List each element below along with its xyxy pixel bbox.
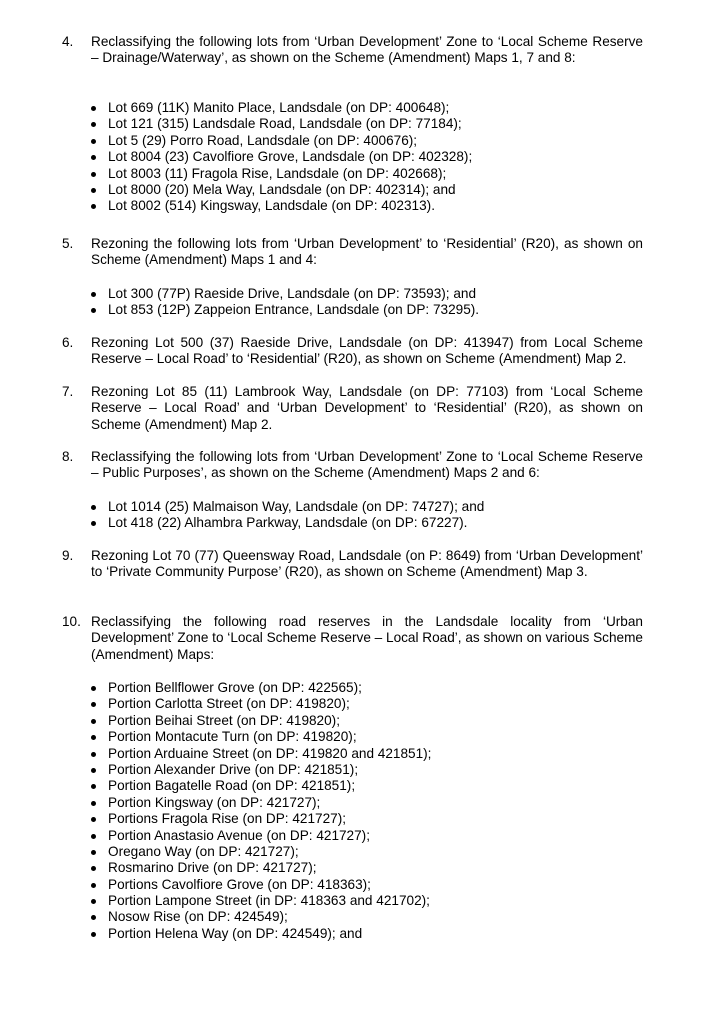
- bullet-item: Portion Beihai Street (on DP: 419820);: [91, 713, 651, 729]
- bullet-icon: [91, 883, 96, 888]
- bullet-icon: [91, 155, 96, 160]
- bullet-icon: [91, 899, 96, 904]
- bullet-item: Lot 853 (12P) Zappeion Entrance, Landsdale (on DP: 73295).: [91, 302, 651, 318]
- item-text: Rezoning Lot 70 (77) Queensway Road, Landsdale (on P: 8649) from ‘Urban Development’ to ‘Private Community Purpose’ (R20), as shown on Scheme (Amendment) Map 3.: [91, 548, 643, 580]
- bullet-icon: [91, 106, 96, 111]
- bullet-icon: [91, 932, 96, 937]
- item-number: 5.: [62, 236, 74, 251]
- bullet-item: Portion Arduaine Street (on DP: 419820 and 421851);: [91, 746, 651, 762]
- bullet-item: Rosmarino Drive (on DP: 421727);: [91, 860, 651, 876]
- bullet-item: Portion Kingsway (on DP: 421727);: [91, 795, 651, 811]
- bullet-item: Portion Alexander Drive (on DP: 421851);: [91, 762, 651, 778]
- bullet-icon: [91, 122, 96, 127]
- bullet-icon: [91, 834, 96, 839]
- bullet-list-4: [91, 100, 651, 215]
- item-text: Reclassifying the following road reserves in the Landsdale locality from ‘Urban Development’ Zone to ‘Local Scheme Reserve – Local Road’, as shown on various Scheme (Amendment) Maps:: [91, 614, 643, 662]
- bullet-item: Lot 300 (77P) Raeside Drive, Landsdale (on DP: 73593); and: [91, 286, 651, 302]
- bullet-list-8: [91, 499, 651, 532]
- bullet-item: Oregano Way (on DP: 421727);: [91, 844, 651, 860]
- bullet-item: Portion Anastasio Avenue (on DP: 421727);: [91, 828, 651, 844]
- bullet-icon: [91, 915, 96, 920]
- bullet-icon: [91, 172, 96, 177]
- bullet-icon: [91, 308, 96, 313]
- bullet-item: Nosow Rise (on DP: 424549);: [91, 909, 651, 925]
- bullet-icon: [91, 719, 96, 724]
- item-text: Rezoning Lot 85 (11) Lambrook Way, Landsdale (on DP: 77103) from ‘Local Scheme Reserve – Local Road’ and ‘Urban Development’ to ‘Residential’ (R20), as shown on Scheme (Amendment) Map 2.: [91, 384, 643, 432]
- bullet-icon: [91, 801, 96, 806]
- list-item-7: [62, 384, 643, 433]
- list-item-5: [62, 236, 643, 269]
- bullet-item: Lot 1014 (25) Malmaison Way, Landsdale (on DP: 74727); and: [91, 499, 651, 515]
- item-number: 6.: [62, 335, 74, 350]
- bullet-icon: [91, 505, 96, 510]
- item-text: Rezoning Lot 500 (37) Raeside Drive, Landsdale (on DP: 413947) from Local Scheme Reserve – Local Road’ to ‘Residential’ (R20), as shown on Scheme (Amendment) Map 2.: [91, 335, 643, 367]
- bullet-list-5: [91, 286, 651, 319]
- bullet-item: Lot 8003 (11) Fragola Rise, Landsdale (on DP: 402668);: [91, 166, 651, 182]
- list-item-6: [62, 335, 643, 368]
- bullet-list-10: [91, 680, 651, 942]
- item-number: 10.: [62, 614, 81, 629]
- bullet-item: Lot 8004 (23) Cavolfiore Grove, Landsdale (on DP: 402328);: [91, 149, 651, 165]
- bullet-icon: [91, 752, 96, 757]
- bullet-icon: [91, 204, 96, 209]
- bullet-item: Portions Fragola Rise (on DP: 421727);: [91, 811, 651, 827]
- item-number: 4.: [62, 34, 74, 49]
- bullet-item: Portions Cavolfiore Grove (on DP: 418363);: [91, 877, 651, 893]
- bullet-item: Lot 8002 (514) Kingsway, Landsdale (on DP: 402313).: [91, 198, 651, 214]
- bullet-icon: [91, 702, 96, 707]
- bullet-item: Portion Bellflower Grove (on DP: 422565);: [91, 680, 651, 696]
- bullet-icon: [91, 686, 96, 691]
- item-number: 7.: [62, 384, 74, 399]
- bullet-icon: [91, 866, 96, 871]
- bullet-item: Lot 8000 (20) Mela Way, Landsdale (on DP: 402314); and: [91, 182, 651, 198]
- item-text: Reclassifying the following lots from ‘Urban Development’ Zone to ‘Local Scheme Reserve – Public Purposes’, as shown on the Scheme (Amendment) Maps 2 and 6:: [91, 449, 643, 481]
- item-text: Rezoning the following lots from ‘Urban Development’ to ‘Residential’ (R20), as shown on Scheme (Amendment) Maps 1 and 4:: [91, 236, 643, 268]
- bullet-item: Portion Carlotta Street (on DP: 419820);: [91, 696, 651, 712]
- bullet-item: Portion Bagatelle Road (on DP: 421851);: [91, 778, 651, 794]
- bullet-icon: [91, 139, 96, 144]
- bullet-icon: [91, 188, 96, 193]
- item-text: Reclassifying the following lots from ‘Urban Development’ Zone to ‘Local Scheme Reserve – Drainage/Waterway’, as shown on the Scheme (Amendment) Maps 1, 7 and 8:: [91, 34, 643, 66]
- bullet-icon: [91, 784, 96, 789]
- bullet-item: Lot 418 (22) Alhambra Parkway, Landsdale (on DP: 67227).: [91, 515, 651, 531]
- bullet-item: Portion Montacute Turn (on DP: 419820);: [91, 729, 651, 745]
- bullet-icon: [91, 768, 96, 773]
- item-number: 8.: [62, 449, 74, 464]
- list-item-10: [62, 614, 643, 663]
- bullet-item: Lot 669 (11K) Manito Place, Landsdale (on DP: 400648);: [91, 100, 651, 116]
- bullet-icon: [91, 735, 96, 740]
- bullet-item: Portion Lampone Street (in DP: 418363 and 421702);: [91, 893, 651, 909]
- bullet-item: Portion Helena Way (on DP: 424549); and: [91, 926, 651, 942]
- bullet-icon: [91, 850, 96, 855]
- list-item-8: [62, 449, 643, 482]
- bullet-icon: [91, 817, 96, 822]
- list-item-9: [62, 548, 643, 581]
- bullet-icon: [91, 521, 96, 526]
- bullet-item: Lot 5 (29) Porro Road, Landsdale (on DP: 400676);: [91, 133, 651, 149]
- item-number: 9.: [62, 548, 74, 563]
- bullet-icon: [91, 292, 96, 297]
- bullet-item: Lot 121 (315) Landsdale Road, Landsdale (on DP: 77184);: [91, 116, 651, 132]
- list-item-4: [62, 34, 643, 67]
